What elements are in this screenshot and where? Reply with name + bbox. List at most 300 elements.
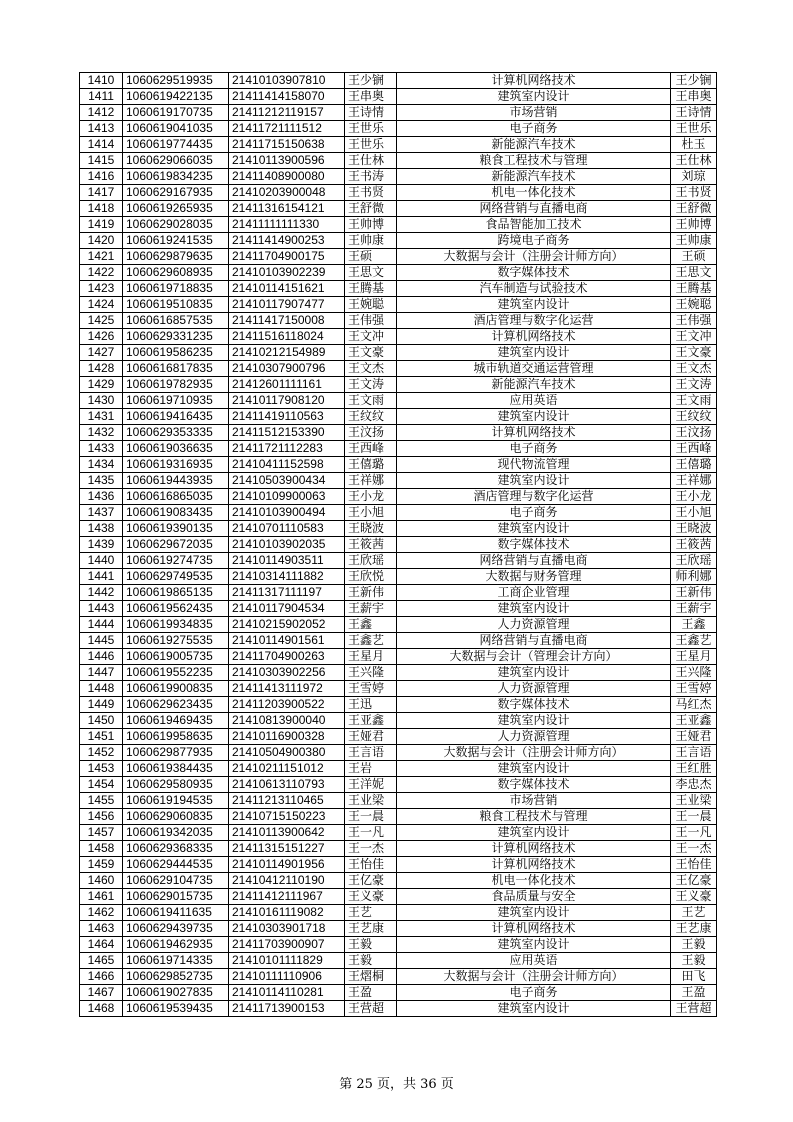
student-name-cell: 王盈	[345, 985, 397, 1001]
table-row	[80, 233, 717, 249]
row-number-cell: 1426	[80, 329, 123, 345]
table-row	[80, 985, 717, 1001]
signature-cell: 王晓波	[671, 521, 717, 537]
exam-number-cell: 1060629877935	[123, 745, 229, 761]
major-name-cell: 建筑室内设计	[397, 297, 671, 313]
exam-number-cell: 1060616865035	[123, 489, 229, 505]
row-number-cell: 1455	[80, 793, 123, 809]
row-number-cell: 1460	[80, 873, 123, 889]
row-number-cell: 1415	[80, 153, 123, 169]
signature-cell: 王西峰	[671, 441, 717, 457]
signature-cell: 王文豪	[671, 345, 717, 361]
major-name-cell: 电子商务	[397, 121, 671, 137]
exam-number-cell: 1060619041035	[123, 121, 229, 137]
student-name-cell: 王欣悦	[345, 569, 397, 585]
registration-number-cell: 21410813900040	[229, 713, 345, 729]
signature-cell: 王亚鑫	[671, 713, 717, 729]
exam-number-cell: 1060619422135	[123, 89, 229, 105]
signature-cell: 王文雨	[671, 393, 717, 409]
major-name-cell: 大数据与会计（注册会计师方向）	[397, 745, 671, 761]
student-name-cell: 王舒微	[345, 201, 397, 217]
major-name-cell: 应用英语	[397, 393, 671, 409]
registration-number-cell: 21411721111512	[229, 121, 345, 137]
major-name-cell: 电子商务	[397, 441, 671, 457]
table-row	[80, 361, 717, 377]
exam-number-cell: 1060619934835	[123, 617, 229, 633]
table-row	[80, 713, 717, 729]
table-row	[80, 857, 717, 873]
table-row	[80, 537, 717, 553]
table-row	[80, 345, 717, 361]
table-row	[80, 697, 717, 713]
registration-number-cell: 21410303901718	[229, 921, 345, 937]
row-number-cell: 1440	[80, 553, 123, 569]
major-name-cell: 建筑室内设计	[397, 713, 671, 729]
exam-number-cell: 1060619416435	[123, 409, 229, 425]
signature-cell: 王文杰	[671, 361, 717, 377]
row-number-cell: 1420	[80, 233, 123, 249]
major-name-cell: 大数据与会计（注册会计师方向）	[397, 969, 671, 985]
signature-cell: 王帅康	[671, 233, 717, 249]
major-name-cell: 建筑室内设计	[397, 825, 671, 841]
major-name-cell: 跨境电子商务	[397, 233, 671, 249]
registration-number-cell: 21410715150223	[229, 809, 345, 825]
major-name-cell: 建筑室内设计	[397, 521, 671, 537]
exam-number-cell: 1060629439735	[123, 921, 229, 937]
exam-number-cell: 1060619036635	[123, 441, 229, 457]
registration-number-cell: 21411704900175	[229, 249, 345, 265]
exam-number-cell: 1060629015735	[123, 889, 229, 905]
row-number-cell: 1457	[80, 825, 123, 841]
signature-cell: 王一杰	[671, 841, 717, 857]
exam-number-cell: 1060619316935	[123, 457, 229, 473]
registration-number-cell: 21410103907810	[229, 73, 345, 89]
row-number-cell: 1414	[80, 137, 123, 153]
major-name-cell: 人力资源管理	[397, 681, 671, 697]
student-name-cell: 王一杰	[345, 841, 397, 857]
table-row	[80, 649, 717, 665]
exam-number-cell: 1060629104735	[123, 873, 229, 889]
row-number-cell: 1434	[80, 457, 123, 473]
row-number-cell: 1417	[80, 185, 123, 201]
table-row	[80, 841, 717, 857]
signature-cell: 王少锎	[671, 73, 717, 89]
exam-number-cell: 1060629331235	[123, 329, 229, 345]
row-number-cell: 1449	[80, 697, 123, 713]
student-name-cell: 王文豪	[345, 345, 397, 361]
student-name-cell: 王义豪	[345, 889, 397, 905]
exam-number-cell: 1060629852735	[123, 969, 229, 985]
table-row	[80, 873, 717, 889]
major-name-cell: 新能源汽车技术	[397, 169, 671, 185]
registration-number-cell: 21411715150638	[229, 137, 345, 153]
row-number-cell: 1448	[80, 681, 123, 697]
student-name-cell: 王迅	[345, 697, 397, 713]
table-row	[80, 809, 717, 825]
table-row	[80, 265, 717, 281]
signature-cell: 马红杰	[671, 697, 717, 713]
table-row	[80, 441, 717, 457]
signature-cell: 王艺康	[671, 921, 717, 937]
registration-number-cell: 21410113900596	[229, 153, 345, 169]
table-row	[80, 825, 717, 841]
student-name-cell: 王文冲	[345, 329, 397, 345]
exam-number-cell: 1060629368335	[123, 841, 229, 857]
table-row	[80, 553, 717, 569]
row-number-cell: 1421	[80, 249, 123, 265]
signature-cell: 王鑫艺	[671, 633, 717, 649]
major-name-cell: 电子商务	[397, 985, 671, 1001]
row-number-cell: 1430	[80, 393, 123, 409]
student-name-cell: 王业梁	[345, 793, 397, 809]
signature-cell: 王毅	[671, 937, 717, 953]
exam-number-cell: 1060619586235	[123, 345, 229, 361]
student-name-cell: 王汶扬	[345, 425, 397, 441]
student-name-cell: 王言语	[345, 745, 397, 761]
table-row	[80, 185, 717, 201]
student-name-cell: 王小龙	[345, 489, 397, 505]
table-row	[80, 313, 717, 329]
row-number-cell: 1442	[80, 585, 123, 601]
table-row	[80, 329, 717, 345]
student-name-cell: 王娅君	[345, 729, 397, 745]
table-row	[80, 73, 717, 89]
major-name-cell: 建筑室内设计	[397, 665, 671, 681]
exam-number-cell: 1060619342035	[123, 825, 229, 841]
signature-cell: 王营超	[671, 1001, 717, 1017]
major-name-cell: 市场营销	[397, 105, 671, 121]
row-number-cell: 1464	[80, 937, 123, 953]
major-name-cell: 新能源汽车技术	[397, 137, 671, 153]
exam-number-cell: 1060629879635	[123, 249, 229, 265]
roster-table-body	[80, 73, 717, 1017]
student-name-cell: 王世乐	[345, 137, 397, 153]
registration-number-cell: 21410412110190	[229, 873, 345, 889]
registration-number-cell: 21411315151227	[229, 841, 345, 857]
signature-cell: 王汶扬	[671, 425, 717, 441]
row-number-cell: 1429	[80, 377, 123, 393]
table-row	[80, 1001, 717, 1017]
signature-cell: 王鑫	[671, 617, 717, 633]
student-name-cell: 王毅	[345, 937, 397, 953]
table-row	[80, 505, 717, 521]
table-row	[80, 889, 717, 905]
signature-cell: 王文涛	[671, 377, 717, 393]
signature-cell: 王文冲	[671, 329, 717, 345]
row-number-cell: 1465	[80, 953, 123, 969]
major-name-cell: 计算机网络技术	[397, 73, 671, 89]
registration-number-cell: 21410109900063	[229, 489, 345, 505]
signature-cell: 王新伟	[671, 585, 717, 601]
registration-number-cell: 21411713900153	[229, 1001, 345, 1017]
row-number-cell: 1419	[80, 217, 123, 233]
exam-number-cell: 1060619834235	[123, 169, 229, 185]
student-name-cell: 王熠桐	[345, 969, 397, 985]
row-number-cell: 1411	[80, 89, 123, 105]
signature-cell: 王一晨	[671, 809, 717, 825]
registration-number-cell: 21411316154121	[229, 201, 345, 217]
table-row	[80, 665, 717, 681]
exam-number-cell: 1060629623435	[123, 697, 229, 713]
table-row	[80, 617, 717, 633]
row-number-cell: 1447	[80, 665, 123, 681]
row-number-cell: 1451	[80, 729, 123, 745]
signature-cell: 王业梁	[671, 793, 717, 809]
registration-number-cell: 21411704900263	[229, 649, 345, 665]
registration-number-cell: 21411412111967	[229, 889, 345, 905]
major-name-cell: 汽车制造与试验技术	[397, 281, 671, 297]
row-number-cell: 1412	[80, 105, 123, 121]
row-number-cell: 1459	[80, 857, 123, 873]
exam-number-cell: 1060619390135	[123, 521, 229, 537]
signature-cell: 王艺	[671, 905, 717, 921]
exam-number-cell: 1060619718835	[123, 281, 229, 297]
registration-number-cell: 21410212154989	[229, 345, 345, 361]
row-number-cell: 1438	[80, 521, 123, 537]
table-row	[80, 937, 717, 953]
registration-number-cell: 21410114151621	[229, 281, 345, 297]
student-name-cell: 王少锎	[345, 73, 397, 89]
registration-number-cell: 21411419110563	[229, 409, 345, 425]
student-name-cell: 王伟强	[345, 313, 397, 329]
table-row	[80, 793, 717, 809]
student-name-cell: 王一凡	[345, 825, 397, 841]
registration-number-cell: 21411408900080	[229, 169, 345, 185]
exam-number-cell: 1060629444535	[123, 857, 229, 873]
signature-cell: 王亿豪	[671, 873, 717, 889]
table-row	[80, 169, 717, 185]
exam-number-cell: 1060619469435	[123, 713, 229, 729]
student-name-cell: 王鑫艺	[345, 633, 397, 649]
row-number-cell: 1463	[80, 921, 123, 937]
major-name-cell: 应用英语	[397, 953, 671, 969]
signature-cell: 王欣瑶	[671, 553, 717, 569]
signature-cell: 王诗情	[671, 105, 717, 121]
student-name-cell: 王书涛	[345, 169, 397, 185]
major-name-cell: 建筑室内设计	[397, 473, 671, 489]
row-number-cell: 1450	[80, 713, 123, 729]
signature-cell: 王筱茜	[671, 537, 717, 553]
exam-number-cell: 1060619710935	[123, 393, 229, 409]
exam-number-cell: 1060619005735	[123, 649, 229, 665]
table-row	[80, 585, 717, 601]
student-name-cell: 王小旭	[345, 505, 397, 521]
major-name-cell: 数字媒体技术	[397, 777, 671, 793]
major-name-cell: 市场营销	[397, 793, 671, 809]
major-name-cell: 建筑室内设计	[397, 345, 671, 361]
table-row	[80, 201, 717, 217]
exam-number-cell: 1060619552235	[123, 665, 229, 681]
row-number-cell: 1441	[80, 569, 123, 585]
registration-number-cell: 21410111110906	[229, 969, 345, 985]
major-name-cell: 粮食工程技术与管理	[397, 809, 671, 825]
signature-cell: 王祥娜	[671, 473, 717, 489]
registration-number-cell: 21411212119157	[229, 105, 345, 121]
registration-number-cell: 21410117904534	[229, 601, 345, 617]
registration-number-cell: 21411414158070	[229, 89, 345, 105]
exam-number-cell: 1060619900835	[123, 681, 229, 697]
registration-number-cell: 21411417150008	[229, 313, 345, 329]
student-name-cell: 王亚鑫	[345, 713, 397, 729]
exam-number-cell: 1060619384435	[123, 761, 229, 777]
table-row	[80, 393, 717, 409]
row-number-cell: 1446	[80, 649, 123, 665]
table-row	[80, 969, 717, 985]
major-name-cell: 城市轨道交通运营管理	[397, 361, 671, 377]
registration-number-cell: 21410103902035	[229, 537, 345, 553]
registration-number-cell: 21411721112283	[229, 441, 345, 457]
major-name-cell: 大数据与会计（注册会计师方向）	[397, 249, 671, 265]
student-name-cell: 王西峰	[345, 441, 397, 457]
exam-number-cell: 1060629353335	[123, 425, 229, 441]
row-number-cell: 1433	[80, 441, 123, 457]
student-name-cell: 王营超	[345, 1001, 397, 1017]
table-row	[80, 137, 717, 153]
registration-number-cell: 21410314111882	[229, 569, 345, 585]
table-row	[80, 425, 717, 441]
exam-number-cell: 1060629167935	[123, 185, 229, 201]
student-name-cell: 王亿豪	[345, 873, 397, 889]
student-name-cell: 王鑫	[345, 617, 397, 633]
table-row	[80, 521, 717, 537]
student-name-cell: 王书贤	[345, 185, 397, 201]
table-row	[80, 921, 717, 937]
exam-number-cell: 1060619774435	[123, 137, 229, 153]
row-number-cell: 1444	[80, 617, 123, 633]
major-name-cell: 食品智能加工技术	[397, 217, 671, 233]
student-name-cell: 王艺康	[345, 921, 397, 937]
student-name-cell: 王串奥	[345, 89, 397, 105]
major-name-cell: 建筑室内设计	[397, 905, 671, 921]
major-name-cell: 人力资源管理	[397, 617, 671, 633]
row-number-cell: 1410	[80, 73, 123, 89]
exam-number-cell: 1060629066035	[123, 153, 229, 169]
row-number-cell: 1445	[80, 633, 123, 649]
table-row	[80, 601, 717, 617]
major-name-cell: 建筑室内设计	[397, 89, 671, 105]
signature-cell: 王红胜	[671, 761, 717, 777]
signature-cell: 王怡佳	[671, 857, 717, 873]
signature-cell: 王盈	[671, 985, 717, 1001]
signature-cell: 王薪宇	[671, 601, 717, 617]
student-name-cell: 王硕	[345, 249, 397, 265]
registration-number-cell: 21410103902239	[229, 265, 345, 281]
signature-cell: 李忠杰	[671, 777, 717, 793]
student-name-cell: 王帅博	[345, 217, 397, 233]
student-name-cell: 王兴隆	[345, 665, 397, 681]
signature-cell: 田飞	[671, 969, 717, 985]
table-row	[80, 633, 717, 649]
exam-number-cell: 1060619274735	[123, 553, 229, 569]
signature-cell: 王娅君	[671, 729, 717, 745]
registration-number-cell: 21410211151012	[229, 761, 345, 777]
registration-number-cell: 21410114901956	[229, 857, 345, 873]
student-name-cell: 王筱茜	[345, 537, 397, 553]
exam-number-cell: 1060619083435	[123, 505, 229, 521]
table-row	[80, 121, 717, 137]
table-row	[80, 377, 717, 393]
student-name-cell: 王世乐	[345, 121, 397, 137]
registration-number-cell: 21410411152598	[229, 457, 345, 473]
table-row	[80, 105, 717, 121]
signature-cell: 王一凡	[671, 825, 717, 841]
major-name-cell: 机电一体化技术	[397, 185, 671, 201]
registration-number-cell: 21410114903511	[229, 553, 345, 569]
student-name-cell: 王岩	[345, 761, 397, 777]
signature-cell: 王小龙	[671, 489, 717, 505]
signature-cell: 王兴隆	[671, 665, 717, 681]
signature-cell: 王婉聪	[671, 297, 717, 313]
row-number-cell: 1461	[80, 889, 123, 905]
exam-number-cell: 1060619958635	[123, 729, 229, 745]
major-name-cell: 网络营销与直播电商	[397, 553, 671, 569]
signature-cell: 王纹纹	[671, 409, 717, 425]
exam-number-cell: 1060629749535	[123, 569, 229, 585]
table-row	[80, 409, 717, 425]
exam-number-cell: 1060629028035	[123, 217, 229, 233]
exam-number-cell: 1060629060835	[123, 809, 229, 825]
table-row	[80, 249, 717, 265]
signature-cell: 王硕	[671, 249, 717, 265]
exam-number-cell: 1060619562435	[123, 601, 229, 617]
row-number-cell: 1437	[80, 505, 123, 521]
exam-number-cell: 1060619865135	[123, 585, 229, 601]
table-row	[80, 953, 717, 969]
major-name-cell: 计算机网络技术	[397, 857, 671, 873]
exam-number-cell: 1060619411635	[123, 905, 229, 921]
major-name-cell: 计算机网络技术	[397, 841, 671, 857]
student-name-cell: 王诗情	[345, 105, 397, 121]
registration-number-cell: 21410613110793	[229, 777, 345, 793]
exam-number-cell: 1060619462935	[123, 937, 229, 953]
major-name-cell: 粮食工程技术与管理	[397, 153, 671, 169]
row-number-cell: 1413	[80, 121, 123, 137]
signature-cell: 师利娜	[671, 569, 717, 585]
exam-number-cell: 1060629580935	[123, 777, 229, 793]
row-number-cell: 1425	[80, 313, 123, 329]
registration-number-cell: 21411703900907	[229, 937, 345, 953]
table-row	[80, 153, 717, 169]
major-name-cell: 酒店管理与数字化运营	[397, 313, 671, 329]
registration-number-cell: 21411111111330	[229, 217, 345, 233]
student-name-cell: 王薪宇	[345, 601, 397, 617]
student-name-cell: 王怡佳	[345, 857, 397, 873]
exam-number-cell: 1060629519935	[123, 73, 229, 89]
table-row	[80, 761, 717, 777]
major-name-cell: 计算机网络技术	[397, 921, 671, 937]
row-number-cell: 1422	[80, 265, 123, 281]
exam-number-cell: 1060619510835	[123, 297, 229, 313]
row-number-cell: 1458	[80, 841, 123, 857]
major-name-cell: 建筑室内设计	[397, 1001, 671, 1017]
signature-cell: 王毅	[671, 953, 717, 969]
row-number-cell: 1416	[80, 169, 123, 185]
major-name-cell: 计算机网络技术	[397, 425, 671, 441]
page-footer: 第 25 页，共 36 页	[339, 1077, 454, 1092]
exam-number-cell: 1060619027835	[123, 985, 229, 1001]
major-name-cell: 工商企业管理	[397, 585, 671, 601]
registration-number-cell: 21411213110465	[229, 793, 345, 809]
roster-table	[79, 72, 717, 1017]
major-name-cell: 建筑室内设计	[397, 409, 671, 425]
student-name-cell: 王思文	[345, 265, 397, 281]
row-number-cell: 1423	[80, 281, 123, 297]
registration-number-cell: 21411512153390	[229, 425, 345, 441]
exam-number-cell: 1060616857535	[123, 313, 229, 329]
exam-number-cell: 1060619170735	[123, 105, 229, 121]
signature-cell: 王书贤	[671, 185, 717, 201]
major-name-cell: 建筑室内设计	[397, 601, 671, 617]
